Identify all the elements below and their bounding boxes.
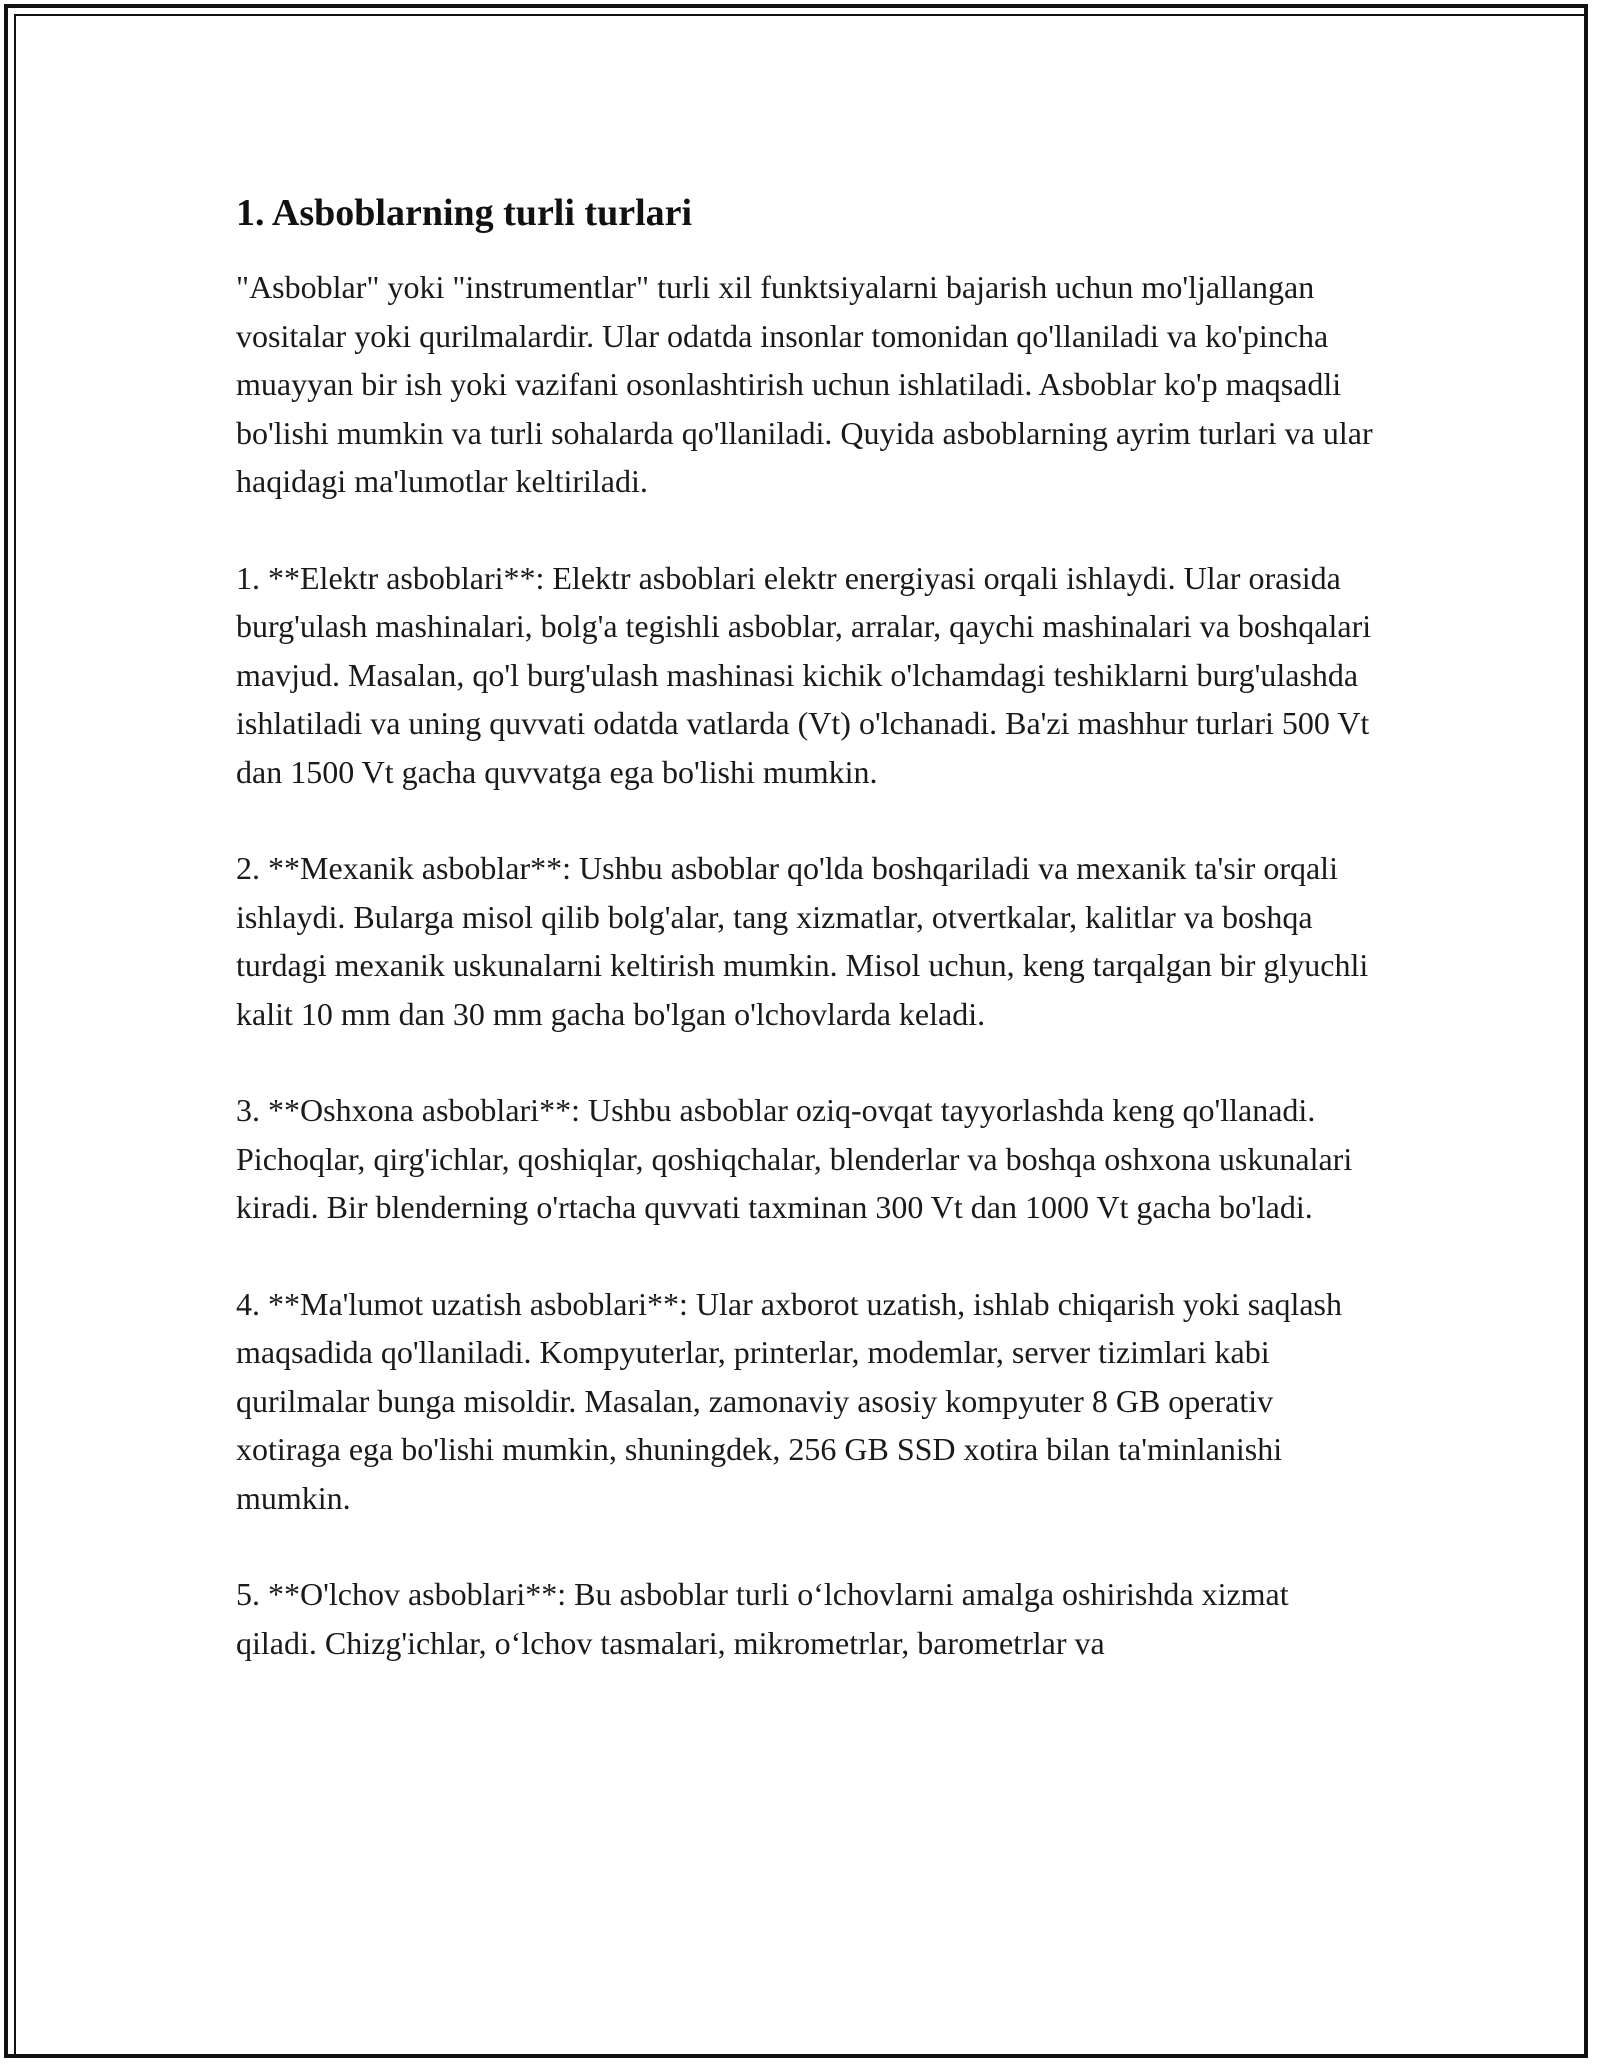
list-item-mechanical-tools: 2. **Mexanik asboblar**: Ushbu asboblar qo'lda boshqariladi va mexanik ta'sir orqali ishlaydi. Bularga misol qilib bolg'alar, tang xizmatlar, otvertkalar, kalitlar va boshqa turdagi mexanik uskunalarni keltirish mumkin. Misol uchun, keng tarqalgan bir glyuchli kalit 10 mm dan 30 mm gacha bo'lgan o'lchovlarda keladi. — [236, 850, 1369, 1032]
section-heading: 1. Asboblarning turli turlari — [236, 192, 693, 234]
intro-paragraph: "Asboblar" yoki "instrumentlar" turli xil funktsiyalarni bajarish uchun mo'ljallangan vositalar yoki qurilmalardir. Ular odatda insonlar tomonidan qo'llaniladi va ko'pincha muayyan bir ish yoki vazifani osonlashtirish uchun ishlatiladi. Asboblar ko'p maqsadli bo'lishi mumkin va turli sohalarda qo'llaniladi. Quyida asboblarning ayrim turlari va ular haqidagi ma'lumotlar keltiriladi. — [236, 269, 1373, 499]
list-item-electric-tools: 1. **Elektr asboblari**: Elektr asboblari elektr energiyasi orqali ishlaydi. Ular orasida burg'ulash mashinalari, bolg'a tegishli asboblar, arralar, qaychi mashinalari va boshqalari mavjud. Masalan, qo'l burg'ulash mashinasi kichik o'lchamdagi teshiklarni burg'ulashda ishlatiladi va uning quvvati odatda vatlarda (Vt) o'lchanadi. Ba'zi mashhur turlari 500 Vt dan 1500 Vt gacha quvvatga ega bo'lishi mumkin. — [236, 559, 1372, 790]
list-item-kitchen-tools: 3. **Oshxona asboblari**: Ushbu asboblar oziq-ovqat tayyorlashda keng qo'llanadi. Pichoqlar, qirg'ichlar, qoshiqlar, qoshiqchalar, blenderlar va boshqa oshxona uskunalari kiradi. Bir blenderning o'rtacha quvvati taxminan 300 Vt dan 1000 Vt gacha bo'ladi. — [236, 1092, 1353, 1225]
list-item-measuring-tools: 5. **O'lchov asboblari**: Bu asboblar turli o‘lchovlarni amalga oshirishda xizmat qiladi. Chizg'ichlar, o‘lchov tasmalari, mikrometrlar, barometrlar va — [236, 1576, 1289, 1661]
list-item-data-transfer-tools: 4. **Ma'lumot uzatish asboblari**: Ular axborot uzatish, ishlab chiqarish yoki saqlash maqsadida qo'llaniladi. Kompyuterlar, printerlar, modemlar, server tizimlari kabi qurilmalar bunga misoldir. Masalan, zamonaviy asosiy kompyuter 8 GB operativ xotiraga ega bo'lishi mumkin, shuningdek, 256 GB SSD xotira bilan ta'minlanishi mumkin. — [236, 1285, 1342, 1516]
document-body — [236, 185, 1376, 1715]
